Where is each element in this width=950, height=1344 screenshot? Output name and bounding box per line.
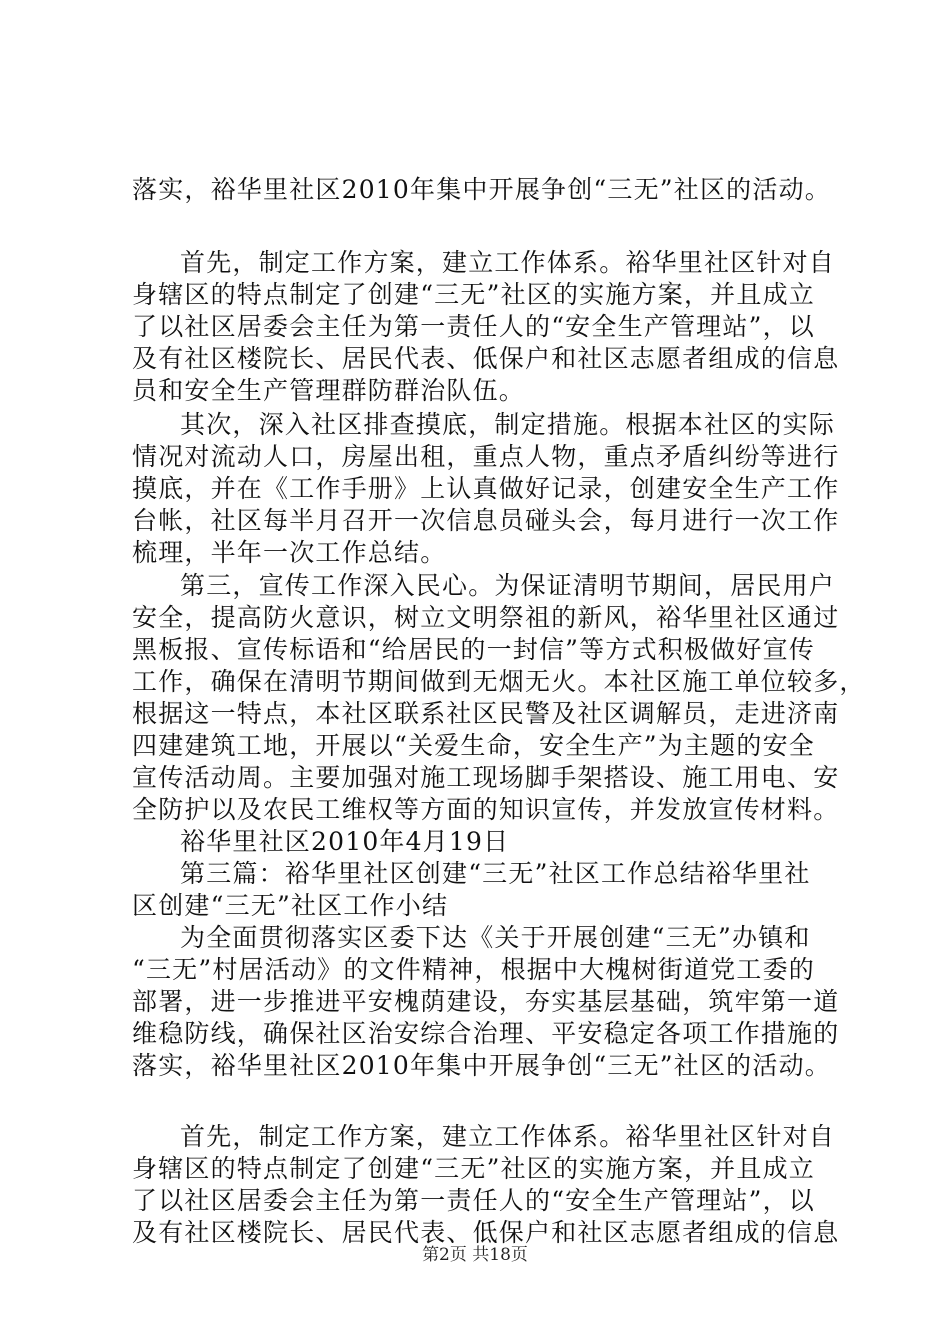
paragraph-first-line: 首先，制定工作方案，建立工作体系。裕华里社区针对自 [180, 248, 836, 277]
text-line: 身辖区的特点制定了创建“三无”社区的实施方案，并且成立 [132, 280, 815, 309]
text-line: 黑板报、宣传标语和“给居民的一封信”等方式积极做好宣传 [132, 635, 815, 664]
text-line: 工作，确保在清明节期间做到无烟无火。本社区施工单位较多， [132, 667, 866, 696]
section-heading-line: 第三篇：裕华里社区创建“三无”社区工作总结裕华里社 [180, 859, 811, 888]
page-number-footer: 第2页 共18页 [422, 1245, 528, 1265]
paragraph-first-line: 第三，宣传工作深入民心。为保证清明节期间，居民用户 [180, 571, 836, 600]
text-line: 根据这一特点，本社区联系社区民警及社区调解员，走进济南 [132, 699, 840, 728]
text-line: 及有社区楼院长、居民代表、低保户和社区志愿者组成的信息 [132, 1218, 840, 1247]
text-line: 部署，进一步推进平安槐荫建设，夯实基层基础，筑牢第一道 [132, 987, 840, 1016]
section-heading-line: 区创建“三无”社区工作小结 [132, 891, 449, 920]
text-line: 安全，提高防火意识，树立文明祭祖的新风，裕华里社区通过 [132, 603, 840, 632]
text-line: 员和安全生产管理群防群治队伍。 [132, 376, 526, 405]
text-line: 了以社区居委会主任为第一责任人的“安全生产管理站”，以 [132, 1186, 815, 1215]
paragraph-first-line: 为全面贯彻落实区委下达《关于开展创建“三无”办镇和 [180, 923, 811, 952]
text-line: “三无”村居活动》的文件精神，根据中大槐树街道党工委的 [132, 955, 815, 984]
text-line: 台帐，社区每半月召开一次信息员碰头会，每月进行一次工作 [132, 506, 840, 535]
text-line: 摸底，并在《工作手册》上认真做好记录，创建安全生产工作 [132, 474, 840, 503]
signature-date-line: 裕华里社区2010年4月19日 [180, 827, 510, 856]
text-line: 情况对流动人口，房屋出租，重点人物，重点矛盾纠纷等进行 [132, 442, 840, 471]
text-line: 身辖区的特点制定了创建“三无”社区的实施方案，并且成立 [132, 1154, 815, 1183]
text-line: 及有社区楼院长、居民代表、低保户和社区志愿者组成的信息 [132, 344, 840, 373]
paragraph-first-line: 首先，制定工作方案，建立工作体系。裕华里社区针对自 [180, 1122, 836, 1151]
text-line: 梳理，半年一次工作总结。 [132, 538, 447, 567]
text-line: 全防护以及农民工维权等方面的知识宣传，并发放宣传材料。 [132, 795, 840, 824]
paragraph-first-line: 其次，深入社区排查摸底，制定措施。根据本社区的实际 [180, 410, 836, 439]
text-line: 了以社区居委会主任为第一责任人的“安全生产管理站”，以 [132, 312, 815, 341]
text-line: 落实，裕华里社区2010年集中开展争创“三无”社区的活动。 [132, 175, 831, 204]
text-line: 落实，裕华里社区2010年集中开展争创“三无”社区的活动。 [132, 1051, 831, 1080]
text-line: 维稳防线，确保社区治安综合治理、平安稳定各项工作措施的 [132, 1019, 840, 1048]
text-line: 四建建筑工地，开展以“关爱生命，安全生产”为主题的安全 [132, 731, 815, 760]
text-line: 宣传活动周。主要加强对施工现场脚手架搭设、施工用电、安 [132, 763, 840, 792]
